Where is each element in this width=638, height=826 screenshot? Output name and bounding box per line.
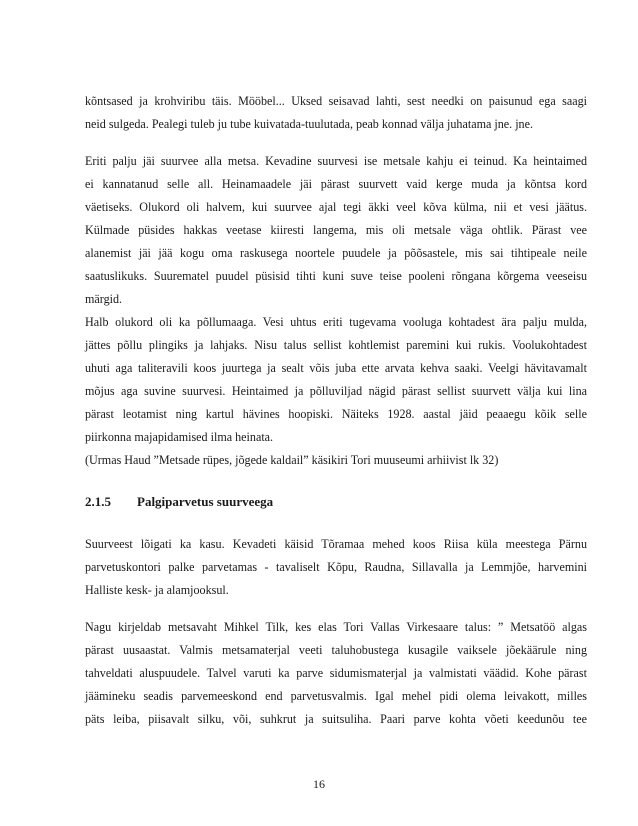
text-line: päts leiba, piisavalt silku, või, suhkrut ja suitsuliha. Paari parve kohta võeti keedunõu tee [85, 712, 587, 726]
citation-text: (Urmas Haud ”Metsade rüpes, jõgede kaldail” käsikiri Tori muuseumi arhiivist lk 32) [85, 453, 499, 467]
text-line: kõntsased ja krohviribu täis. Mööbel... Uksed seisavad lahti, sest needki on paisunud ega saagi [85, 94, 587, 108]
text-line: mõjus aga suvine suurvesi. Heintaimed ja põlluviljad nägid pärast sellist suurvett välja kui lina [85, 384, 587, 398]
text-line: Halliste kesk- ja alamjooksul. [85, 583, 229, 597]
page-number: 16 [313, 777, 325, 791]
paragraph-forest [85, 150, 587, 311]
text-line: ei kannatanud selle all. Heinamaadele jäi pärast suurvett vaid kerge muda ja kõntsa kord [85, 177, 587, 191]
text-line: Halb olukord oli ka põllumaaga. Vesi uhtus eriti tugevama vooluga kohtadest ära palju mulda, [85, 315, 587, 329]
paragraph-forester-account [85, 616, 587, 731]
text-line: parvetuskontori palke parvetamas - tavaliselt Kõpu, Raudna, Sillavalla ja Lemmjõe, harvemini [85, 560, 587, 574]
text-line: jättes põllu plingiks ja lahjaks. Nisu talus sellist kohtlemist paremini kui rukis. Voolukohtadest [85, 338, 587, 352]
text-line: Eriti palju jäi suurvee alla metsa. Kevadine suurvesi ise metsale kahju ei teinud. Ka heintaimed [85, 154, 587, 168]
paragraph-rafting [85, 533, 587, 602]
text-line: uhuti aga taliteravili koos juurtega ja sealt võis juba ette arvata kehva saaki. Veelgi hävitavamalt [85, 361, 587, 375]
text-line: pärast leotamist ning kartul hävines hoopiski. Näiteks 1928. aastal jäid peaaegu kõik selle [85, 407, 587, 421]
text-line: märgid. [85, 292, 123, 306]
text-line: jäämineku seadis parvemeeskond end parvetusvalmis. Igal mehel pidi olema leivakott, milles [85, 689, 587, 703]
text-line: Nagu kirjeldab metsavaht Mihkel Tilk, kes elas Tori Vallas Virkesaare talus: ” Metsatöö algas [85, 620, 587, 634]
section-title: Palgiparvetus suurveega [137, 494, 274, 509]
section-number: 2.1.5 [85, 494, 111, 509]
text-line: saatuslikuks. Suurematel puudel püsisid tihti kuni suve teise pooleni rõngana kõrgema veeseisu [85, 269, 587, 283]
section-heading [85, 490, 273, 513]
text-line: Suurveest lõigati ka kasu. Kevadeti käisid Tõramaa mehed koos Riisa küla meestega Pärnu [85, 537, 587, 551]
citation [85, 449, 587, 472]
text-line: tahveldati aluspuudele. Talvel varuti ka parve sidumismaterjal ja valmistati väädid. Kohe pärast [85, 666, 587, 680]
text-line: piirkonna majapidamised ilma heinata. [85, 430, 274, 444]
paragraph-continuation [85, 90, 587, 136]
text-line: Külmade püsides hakkas veetase kiiresti langema, mis oli metsale väga ohtlik. Pärast vee [85, 223, 587, 237]
text-line: väetiseks. Olukord oli halvem, kui suurvee ajal tegi äkki veel kõva külma, nii et vesi jäätus. [85, 200, 587, 214]
text-line: alanemist jäi jää kogu oma raskusega noortele puudele ja põõsastele, mis sai tihtipeale neile [85, 246, 587, 260]
text-line: neid sulgeda. Pealegi tuleb ju tube kuivatada-tuulutada, peab konnad välja juhatama jne. jne. [85, 117, 533, 131]
text-line: pärast uusaastat. Valmis metsamaterjal veeti taluhobustega kusagile vaiksele jõekäärule ning [85, 643, 587, 657]
paragraph-fields [85, 311, 587, 449]
